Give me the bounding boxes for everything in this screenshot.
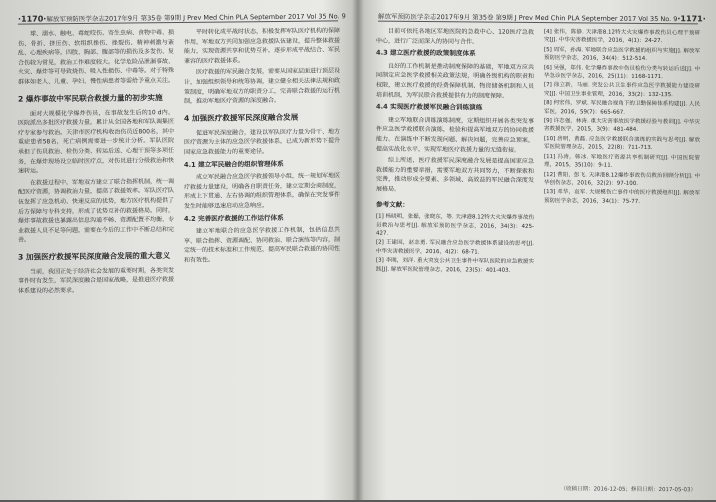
- left-journal-name: 解放军预防医学杂志: [46, 14, 105, 24]
- paragraph: 促进军民深度融合，建设以军队医疗力量为骨干、地方医疗资源为主体的应急医学救援体系，已成为新形势下提升国家应急救援能力的重要途径。: [184, 128, 340, 156]
- reference-item: [5] 周军，孙海. 军地联合应急医学救援的组织与实施[J]. 解放军预防医学杂志，2016，34(4)：512-514.: [544, 46, 700, 63]
- subsection-heading: 4.1 建立军民融合的组织管理体系: [184, 159, 284, 169]
- left-journal-info: 2017年9月 第35卷 第9期 J Prev Med Chin PLA September 2017 Vol 35 No. 9: [104, 12, 346, 23]
- section-heading: 2 爆炸事故中军民联合救援力量的初步实施: [18, 92, 163, 104]
- reference-item: [9] 许志强，林涛. 重大灾害事故医学救援经验与教训[J]. 中华灾害救援医学，2015，3(9)：481-484.: [544, 118, 700, 134]
- reference-item: [3] 李刚，刘洋. 重大突发公共卫生事件中军队医院的应急救援实践[J]. 解放军医院管理杂志，2016，23(5)：401-403.: [376, 257, 534, 274]
- paragraph: 成立军民融合应急医学救援领导小组，统一规划军地医疗救援力量建设，明确各自职责任务，建立定期会商制度，形成上下贯通、左右协调的组织管理体系，确保在突发事件发生时能够迅速启动应急响应。: [184, 172, 340, 210]
- paragraph: 当前，我国正处于经济社会发展的重要时期，各类突发事件时有发生，军民深度融合是国家战略，是推进医疗救援体系建设的必然要求。: [18, 266, 174, 295]
- left-page: [0, 0, 356, 502]
- reference-item: [4] 张伟，陈静. 天津港8.12特大火灾爆炸事故伤员心理干预研究[J]. 中华灾害救援医学，2016，4(1)：24-27.: [544, 29, 700, 45]
- right-page-number: ·1171·: [677, 14, 706, 24]
- right-journal-info: 2017年9月 第35卷 第9期 J Prev Med Chin PLA September 2017 Vol 35 No. 9: [436, 13, 678, 24]
- paragraph: 综上所述，医疗救援军民深度融合发展是提高国家应急救援能力的重要举措，需要军地双方共同努力，不断探索和完善，推动形成全要素、多领域、高效益的军民融合深度发展格局。: [376, 156, 534, 193]
- reference-item: [13] 邓华，袁军. 大规模伤亡事件中的医疗救援组织[J]. 解放军预防医学杂志，2016，34(1)：75-77.: [544, 189, 700, 205]
- reference-item: [6] 吴强，郑伟. 化学爆炸事故中伤员检伤分类与转运后送[J]. 中华急诊医学杂志，2016，25(11)：1168-1171.: [544, 64, 700, 81]
- reference-item: [1] 杨晓明，张磊，张晓东，等. 天津港8.12特大火灾爆炸事故伤员救治与思考[J]. 解放军预防医学杂志，2016，34(3)：425-427.: [376, 213, 534, 237]
- references-title: 参考文献：: [376, 200, 409, 209]
- paragraph: 良好的工作机制是推动制度保障的基础，军地双方应共同制定应急医学救援相关政策法规，明确各级机构的职责和权限，建立医疗救援的经费保障机制、物资储备机制和人员培训机制，为军民联合救援提供有力的制度保障。: [376, 62, 534, 100]
- paragraph: 目前可依托各地区军地医院的急救中心、120医疗急救中心，进行广泛而深入的协同与合作。: [376, 27, 534, 46]
- paragraph: 面对大规模化学爆炸伤员，在事故发生后的10 d内，医院派出多批医疗救援力量，累计从全国各地和军队调集医疗专家参与救治。天津市医疗机构收治伤员近800名，其中重症患者58名，死亡病例需要进一步统计分析。军队医院承担了伤员救治、检伤分类、转运后送、心理干预等多项任务，在爆炸现场设立临时医疗点，对伤员进行分级救治和快速转运。: [18, 108, 174, 175]
- left-running-header: [18, 8, 346, 24]
- reference-item: [2] 王建国，赵志勇. 军民融合应急医学救援体系建设的思考[J]. 中华灾害救援医学，2016，4(2)：68-71.: [376, 239, 534, 256]
- section-heading: 3 加强医疗救援军民深度融合发展的重大意义: [18, 250, 171, 262]
- received-date: （收稿日期：2016-12-05；修回日期：2017-05-03）: [560, 486, 696, 494]
- subsection-heading: 4.3 建立医疗救援的政策制度体系: [376, 48, 476, 58]
- paragraph: 平时转化成平战时状态，积极发挥军队医疗机构的保障作用，军地双方共同加强应急救援队伍建设，提升整体救援能力，实现资源共享和优势互补，逐步形成平战结合、军民兼容的医疗救援体系。: [184, 27, 340, 65]
- subsection-heading: 4.2 完善医疗救援的工作运行体系: [184, 213, 284, 223]
- section-heading: 4 加强医疗救援军民深度融合发展: [184, 112, 299, 123]
- right-column-1: [376, 27, 534, 494]
- left-column-1: [18, 28, 174, 496]
- paragraph: 医疗救援的军民融合发展，需要从国家层面进行顶层设计，加强组织领导和统筹协调，建立健全相关法律法规和政策制度，明确军地双方的职责分工，完善联合救援的运行机制，推动军地医疗资源的深度融合。: [184, 67, 340, 106]
- paragraph: 建立军地联合的应急医学救援工作机制，包括信息共享、联合指挥、资源调配、协同救治、联合演练等内容，制定统一的技术标准和工作规范，提高军民联合救援的协同性和有效性。: [184, 226, 340, 264]
- reference-item: [10] 唐明，黄磊. 应急医学救援联合演练的实践与思考[J]. 解放军医院管理杂志，2015，22(8)：711-713.: [544, 135, 700, 152]
- reference-item: [11] 冯涛，韩冰. 军地医疗资源共享机制研究[J]. 中国医院管理，2015，35(10)：9-11.: [544, 153, 700, 169]
- right-page: [360, 0, 716, 502]
- left-column-2: [184, 26, 340, 494]
- paragraph: 建立军地联合训练演练制度，定期组织开展各类突发事件应急医学救援联合演练，检验和提高军地双方的协同救援能力。在演练中不断发现问题、解决问题，完善应急预案，提高实战化水平，实现军地医疗救援力量的无缝衔接。: [376, 116, 534, 154]
- right-journal-name: 解放军预防医学杂志: [378, 12, 437, 22]
- reference-item: [8] 何宏伟，罗斌. 军民融合视角下的卫勤保障体系构建[J]. 人民军医，2016，59(7)：665-667.: [544, 100, 700, 116]
- paragraph: 球、溺水、触电、毒蛇咬伤、寄生虫病、食物中毒、损伤、骨折、挤压伤、软组织挫伤、挫裂伤、精神刺激与紊乱、心理疾病等。四肢、胸部、腹部等的损伤及多发伤、复合伤较为常见，救治工作难度较大。化学危险品泄漏事故、火灾、爆炸等可导致烧伤、吸入性损伤、中毒等。对于特殊群体如老人、儿童、孕妇、慢性病患者等需给予重点关注。: [18, 29, 174, 86]
- reference-item: [12] 曹阳，彭飞. 天津港8.12爆炸事故伤员救治回顾分析[J]. 中华创伤杂志，2016，32(2)：97-100.: [544, 171, 700, 187]
- right-running-header: [378, 9, 706, 25]
- left-page-number: ·1170·: [18, 14, 47, 24]
- book-gutter: [352, 0, 364, 500]
- reference-item: [7] 徐立新，马丽. 突发公共卫生事件应急医学救援能力建设研究[J]. 中国卫生事业管理，2016，33(2)：132-135.: [544, 82, 700, 99]
- paragraph: 在救援过程中，军地双方建立了联合指挥机制，统一调配医疗资源，协调救治力量，提高了救援效率。军队医疗队伍发挥了应急机动、快速反应的优势，地方医疗机构提供了后方保障与专科支持，形成了优势互补的救援格局。同时，爆炸事故救援也暴露出信息沟通不畅、资源配置不均衡、专业救援人员不足等问题，需要在今后的工作中不断总结和完善。: [18, 177, 174, 244]
- right-column-2: [544, 28, 700, 495]
- subsection-heading: 4.4 实现医疗救援军民融合训练演练: [376, 102, 483, 112]
